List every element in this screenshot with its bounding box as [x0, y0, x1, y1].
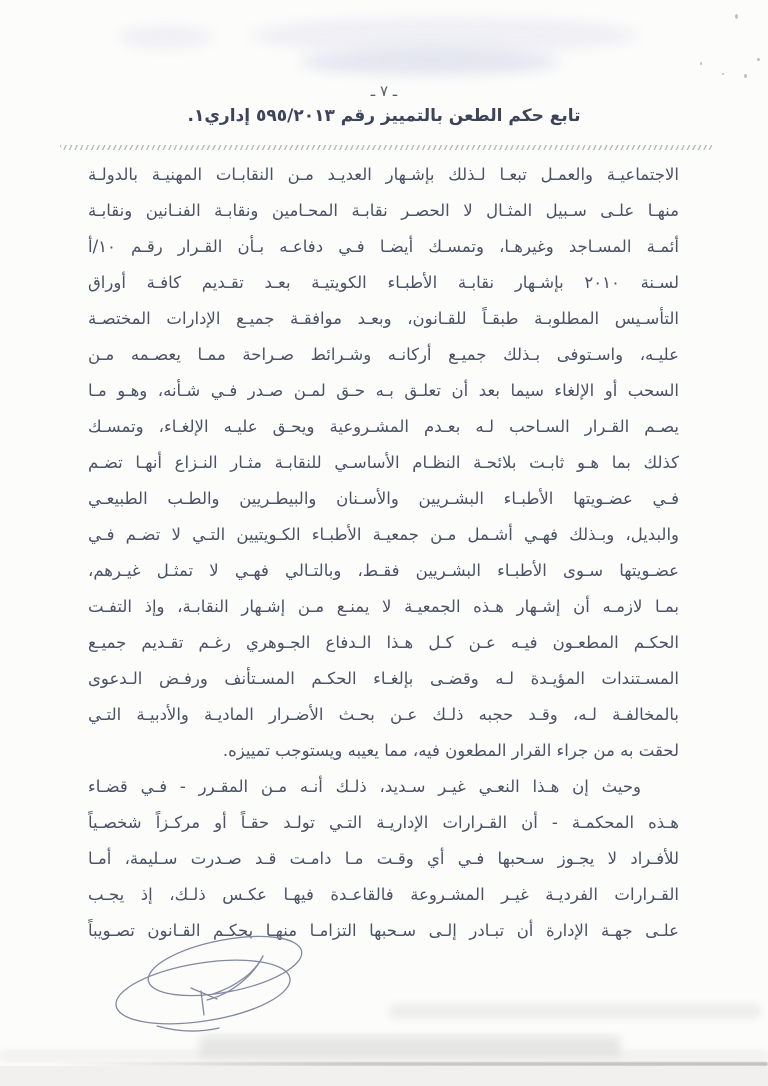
ink-bleed-mark: [118, 26, 213, 48]
text-line: منهـا علـى سـبيل المثـال لا الحصـر نقابـة المحـامين ونقابـة الفنـانين ونقابـة: [88, 201, 679, 220]
text-line: فـي عضـويتها الأطبـاء البشـريين والأسـنان والبيطـريين والطـب الطبيعـي: [88, 489, 679, 508]
scanner-background: [0, 1066, 768, 1086]
noise-speck: [757, 58, 760, 61]
text-line: للأفـراد لا يجـوز سـحبها فـي أي وقـت مـا دامـت قـد صـدرت سـليمة، أمـا: [88, 849, 679, 868]
noise-speck: [722, 73, 724, 75]
text-line: لحقت به من جراء القرار المطعون فيه، مما يعيبه ويستوجب تمييزه.: [222, 741, 679, 760]
text-line: عضـويتها سـوى الأطبـاء البشـريين فقـط، وبالتـالي فهـي لا تمثـل غيـرهم،: [88, 561, 679, 580]
noise-speck: [700, 62, 702, 65]
hatched-separator-line: [60, 145, 712, 150]
text-line: الحكـم المطعـون فيـه عـن كـل هـذا الـدفاع الجـوهري رغـم تقـديم جميـع: [88, 633, 679, 652]
document-header-title: تابع حكم الطعن بالتمييز رقم ٥٩٥/٢٠١٣ إداري١.: [187, 106, 581, 126]
text-line: المسـتندات المؤيـدة لـه وقضـى بإلغـاء الحكـم المسـتأنف ورفـض الـدعوى: [88, 669, 679, 688]
scan-shadow: [390, 1004, 760, 1018]
page-number: ـ ٧ ـ: [370, 82, 398, 100]
text-line: بمـا لازمـه أن إشـهار هـذه الجمعيـة لا يمنـع مـن إشـهار النقابـة، وإذ التفـت: [88, 597, 679, 616]
scan-shadow: [0, 1050, 768, 1062]
text-line: والبديل، وبـذلك فهـي أشـمل مـن جمعيـة الأطبـاء الكـويتيين التـي لا تضـم فـي: [88, 525, 679, 544]
noise-speck: [735, 14, 738, 19]
handwritten-signature: [95, 928, 330, 1040]
text-line: وحيث إن هـذا النعـي غيـر سـديد، ذلـك أنـه مـن المقـرر - فـي قضـاء: [88, 777, 641, 796]
text-line: الاجتماعيـة والعمـل تبعـا لـذلك بإشـهار العديـد مـن النقابـات المهنيـة بالدولـة: [88, 165, 679, 184]
text-line: أئمـة المسـاجد وغيرهـا، وتمسـك أيضـا فـي دفاعـه بـأن القـرار رقـم ١٠/أ: [88, 237, 679, 256]
noise-speck: [744, 74, 747, 78]
text-line: كذلك بما هـو ثابـت بلائحـة النظـام الأساسـي للنقابـة مثـار النـزاع أنهـا تضـم: [88, 453, 679, 472]
ink-bleed-mark: [250, 18, 640, 52]
text-line: هـذه المحكمـة - أن القـرارات الإداريـة التـي تولـد حقـاً أو مركـزاً شخصـياً: [88, 813, 679, 832]
text-line: علـى جهـة الإدارة أن تبـادر إلـى سـحبها التزامـا منهـا بحكـم القـانون تصـويباً: [88, 921, 679, 940]
ink-bleed-mark: [300, 50, 560, 74]
text-line: بالمخالفـة لـه، وقـد حجبه ذلـك عـن بحـث الأضـرار الماديـة والأدبيـة التـي: [88, 705, 679, 724]
text-line: التأسـيس المطلوبـة طبقـاً للقـانون، وبعـد موافقـة جميـع الإدارات المختصـة: [88, 309, 679, 328]
text-line: لسـنة ٢٠١٠ بإشـهار نقابـة الأطبـاء الكويتيـة بعـد تقـديم كافـة أوراق: [88, 273, 679, 292]
text-line: عليـه، واسـتوفى بـذلك جميـع أركانـه وشـرائط صـراحة ممـا يعصـمه مـن: [88, 345, 679, 364]
text-line: يصـم القـرار السـاحب لـه بعـدم المشـروعية ويحـق عليـه الإلغـاء، وتمسـك: [88, 417, 679, 436]
text-line: القـرارات الفرديـة غيـر المشـروعة فالقاعـدة فيهـا عكـس ذلـك، إذ يجـب: [88, 885, 679, 904]
body-text: [88, 157, 679, 949]
text-line: السحب أو الإلغاء سيما بعد أن تعلـق بـه حـق لمـن صـدر فـي شـأنه، وهـو مـا: [88, 381, 679, 400]
